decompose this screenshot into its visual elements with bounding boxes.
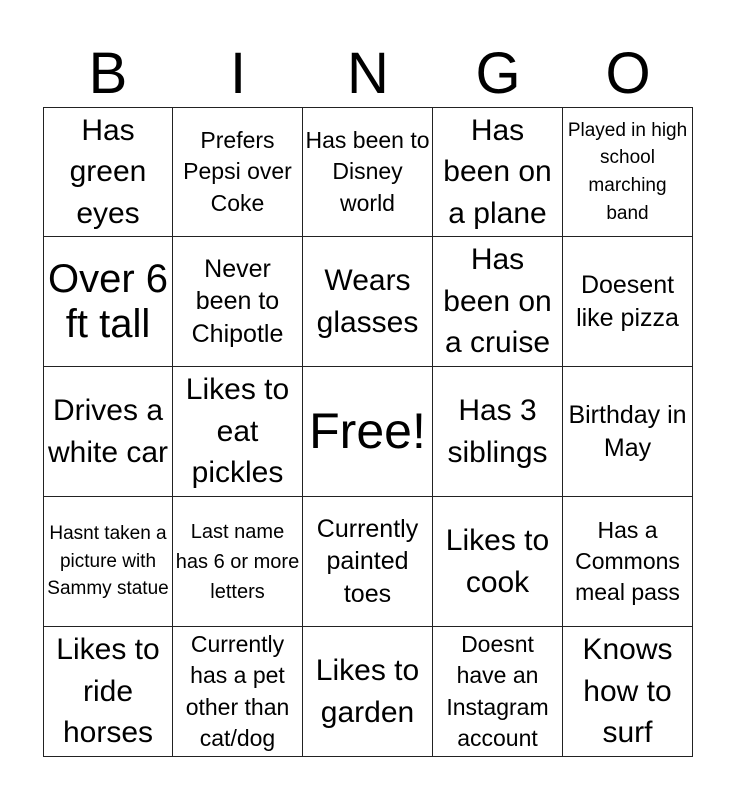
bingo-square[interactable] [303,627,433,757]
bingo-square[interactable] [173,497,303,627]
free-square[interactable] [303,367,433,497]
square-text: Likes to cook [445,524,550,599]
bingo-square[interactable] [563,367,693,497]
bingo-square[interactable] [173,367,303,497]
bingo-square[interactable] [173,627,303,757]
square-text: Has been on a plane [443,113,552,230]
bingo-square[interactable] [563,107,693,237]
square-text: Currently has a pet other than cat/dog [185,631,290,751]
square-text: Knows how to surf [582,633,673,750]
square-text: Never been to Chipotle [191,254,284,348]
square-text: Likes to garden [315,654,420,729]
square-text: Likes to ride horses [56,633,160,750]
square-text: Hasnt taken a picture with Sammy statue [47,523,169,600]
square-text: Doesent like pizza [576,271,679,332]
bingo-square[interactable] [303,107,433,237]
square-text: Currently painted toes [316,514,419,608]
bingo-square[interactable] [433,627,563,757]
bingo-card-grid [43,107,693,757]
square-text: Has been on a cruise [443,243,552,360]
bingo-square[interactable] [43,367,173,497]
square-text: Free! [309,402,426,459]
bingo-square[interactable] [43,627,173,757]
square-text: Has been to Disney world [305,127,430,216]
bingo-square[interactable] [173,237,303,367]
bingo-square[interactable] [433,497,563,627]
header-letter-b: B [88,41,128,106]
bingo-square[interactable] [43,107,173,237]
bingo-header [43,42,693,106]
square-text: Over 6 ft tall [47,256,169,346]
bingo-square[interactable] [303,237,433,367]
bingo-square[interactable] [43,497,173,627]
bingo-square[interactable] [43,237,173,367]
bingo-square[interactable] [433,237,563,367]
header-letter-o: O [605,41,651,106]
square-text: Doesnt have an Instagram account [446,631,549,751]
square-text: Played in high school marching band [567,119,688,224]
bingo-square[interactable] [433,107,563,237]
bingo-square[interactable] [433,367,563,497]
bingo-square[interactable] [563,497,693,627]
square-text: Drives a white car [47,394,169,469]
square-text: Birthday in May [568,401,687,462]
square-text: Last name has 6 or more letters [175,520,300,603]
square-text: Wears glasses [316,264,419,339]
bingo-square[interactable] [173,107,303,237]
header-letter-i: I [229,41,247,106]
bingo-square[interactable] [563,237,693,367]
header-letter-n: N [347,41,389,106]
bingo-square[interactable] [303,497,433,627]
square-text: Prefers Pepsi over Coke [183,127,292,216]
square-text: Has 3 siblings [447,394,548,469]
square-text: Likes to eat pickles [185,373,290,490]
square-text: Has a Commons meal pass [575,516,680,606]
bingo-square[interactable] [563,627,693,757]
square-text: Has green eyes [69,113,147,230]
header-letter-g: G [475,41,521,106]
